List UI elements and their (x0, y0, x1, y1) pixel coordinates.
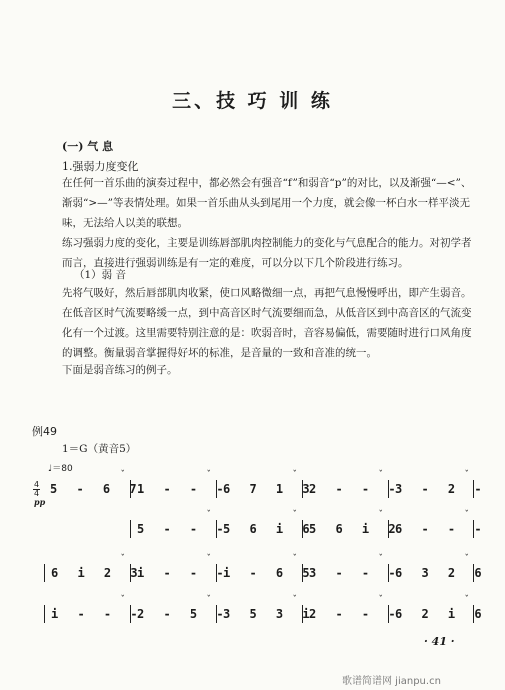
measure: 3 5 3 i (216, 605, 309, 623)
breath-mark: ˇ (464, 510, 470, 520)
measure: 6 i 2 3 (44, 564, 137, 582)
breath-mark: ˇ (206, 510, 212, 520)
breath-mark: ˇ (206, 595, 212, 605)
measure: 5 6 i 2 (302, 520, 395, 538)
subsection-heading: 1.强弱力度变化 (62, 160, 139, 173)
measure: 6 7 1 3 (216, 480, 309, 498)
watermark: 歌谱简谱网 jianpu.cn (342, 676, 441, 687)
breath-mark: ˇ (120, 470, 126, 480)
measure: 2 - - - (302, 605, 395, 623)
measure: 5 - - - (130, 520, 223, 538)
paragraph-2: 练习强弱力度的变化，主要是训练唇部肌肉控制能力的变化与气息配合的能力。对初学者而言，直接进行强弱训练是有一定的难度，可以分以下几个阶段进行练习。 (62, 237, 472, 269)
breath-mark: ˇ (292, 510, 298, 520)
breath-mark: ˇ (292, 470, 298, 480)
example-label: 例49 (32, 425, 57, 438)
breath-mark: ˇ (464, 470, 470, 480)
time-signature-bottom: 4 (33, 489, 40, 498)
score-row-1 (44, 470, 488, 498)
measure: 2 - - - (302, 480, 395, 498)
time-signature-top: 4 (33, 480, 40, 489)
time-signature (33, 481, 40, 498)
key-signature: 1＝G（黄音5） (62, 443, 137, 455)
measure: i - - - (130, 564, 223, 582)
breath-mark: ˇ (120, 554, 126, 564)
breath-mark: ˇ (464, 595, 470, 605)
score-row-2 (44, 510, 488, 538)
measure: i - 6 5 (216, 564, 309, 582)
breath-mark: ˇ (378, 510, 384, 520)
paragraph-4: 下面是弱音练习的例子。 (62, 364, 178, 376)
measure: 6 - - - (388, 520, 481, 538)
page-number: · 41 · (424, 635, 455, 648)
barline (473, 480, 474, 498)
measure: 5 - 6 7 (50, 482, 143, 496)
breath-mark: ˇ (120, 595, 126, 605)
measure: 3 - 2 - (388, 480, 481, 498)
barline (473, 564, 474, 582)
barline (473, 520, 474, 538)
breath-mark: ˇ (292, 595, 298, 605)
breath-mark: ˇ (206, 470, 212, 480)
measure: 1 - - - (130, 480, 223, 498)
dynamic-marking: pp (34, 497, 46, 507)
measure: 6 2 i 6 (388, 605, 481, 623)
score-row-4 (44, 595, 488, 623)
page-title: 三、技 巧 训 练 (172, 90, 333, 112)
breath-mark: ˇ (378, 470, 384, 480)
measure: i - - - (44, 605, 137, 623)
measure: 3 - - - (302, 564, 395, 582)
breath-mark: ˇ (378, 554, 384, 564)
measure: 2 - 5 - (130, 605, 223, 623)
paragraph-1: 在任何一首乐曲的演奏过程中，都必然会有强音“f”和弱音“p”的对比，以及渐强“—<”、渐弱“>—”等表情处理。如果一首乐曲从头到尾用一个力度，就会像一杯白水一样平淡无味，无法给人以美的联想。 (62, 177, 472, 229)
tempo-marking: ♩＝80 (48, 464, 73, 474)
weak-tone-heading: （1）弱 音 (74, 269, 127, 281)
section-heading: (一) 气 息 (62, 140, 114, 153)
measure: 6 3 2 6 (388, 564, 481, 582)
barline (473, 605, 474, 623)
breath-mark: ˇ (292, 554, 298, 564)
paragraph-3: 先将气吸好，然后唇部肌肉收紧，使口风略微细一点，再把气息慢慢呼出，即产生弱音。在低音区时气流要略缓一点，到中高音区时气流要细而急，从低音区到中高音区的气流变化有一个过渡。这里需要特别注意的是：吹弱音时，音容易偏低，需要随时进行口风角度的调整。衡量弱音掌握得好坏的标准，是音量的一致和音准的统一。 (62, 287, 472, 359)
score-row-3 (44, 554, 488, 582)
measure: 5 6 i 6 (216, 520, 309, 538)
breath-mark: ˇ (464, 554, 470, 564)
breath-mark: ˇ (206, 554, 212, 564)
breath-mark: ˇ (378, 595, 384, 605)
